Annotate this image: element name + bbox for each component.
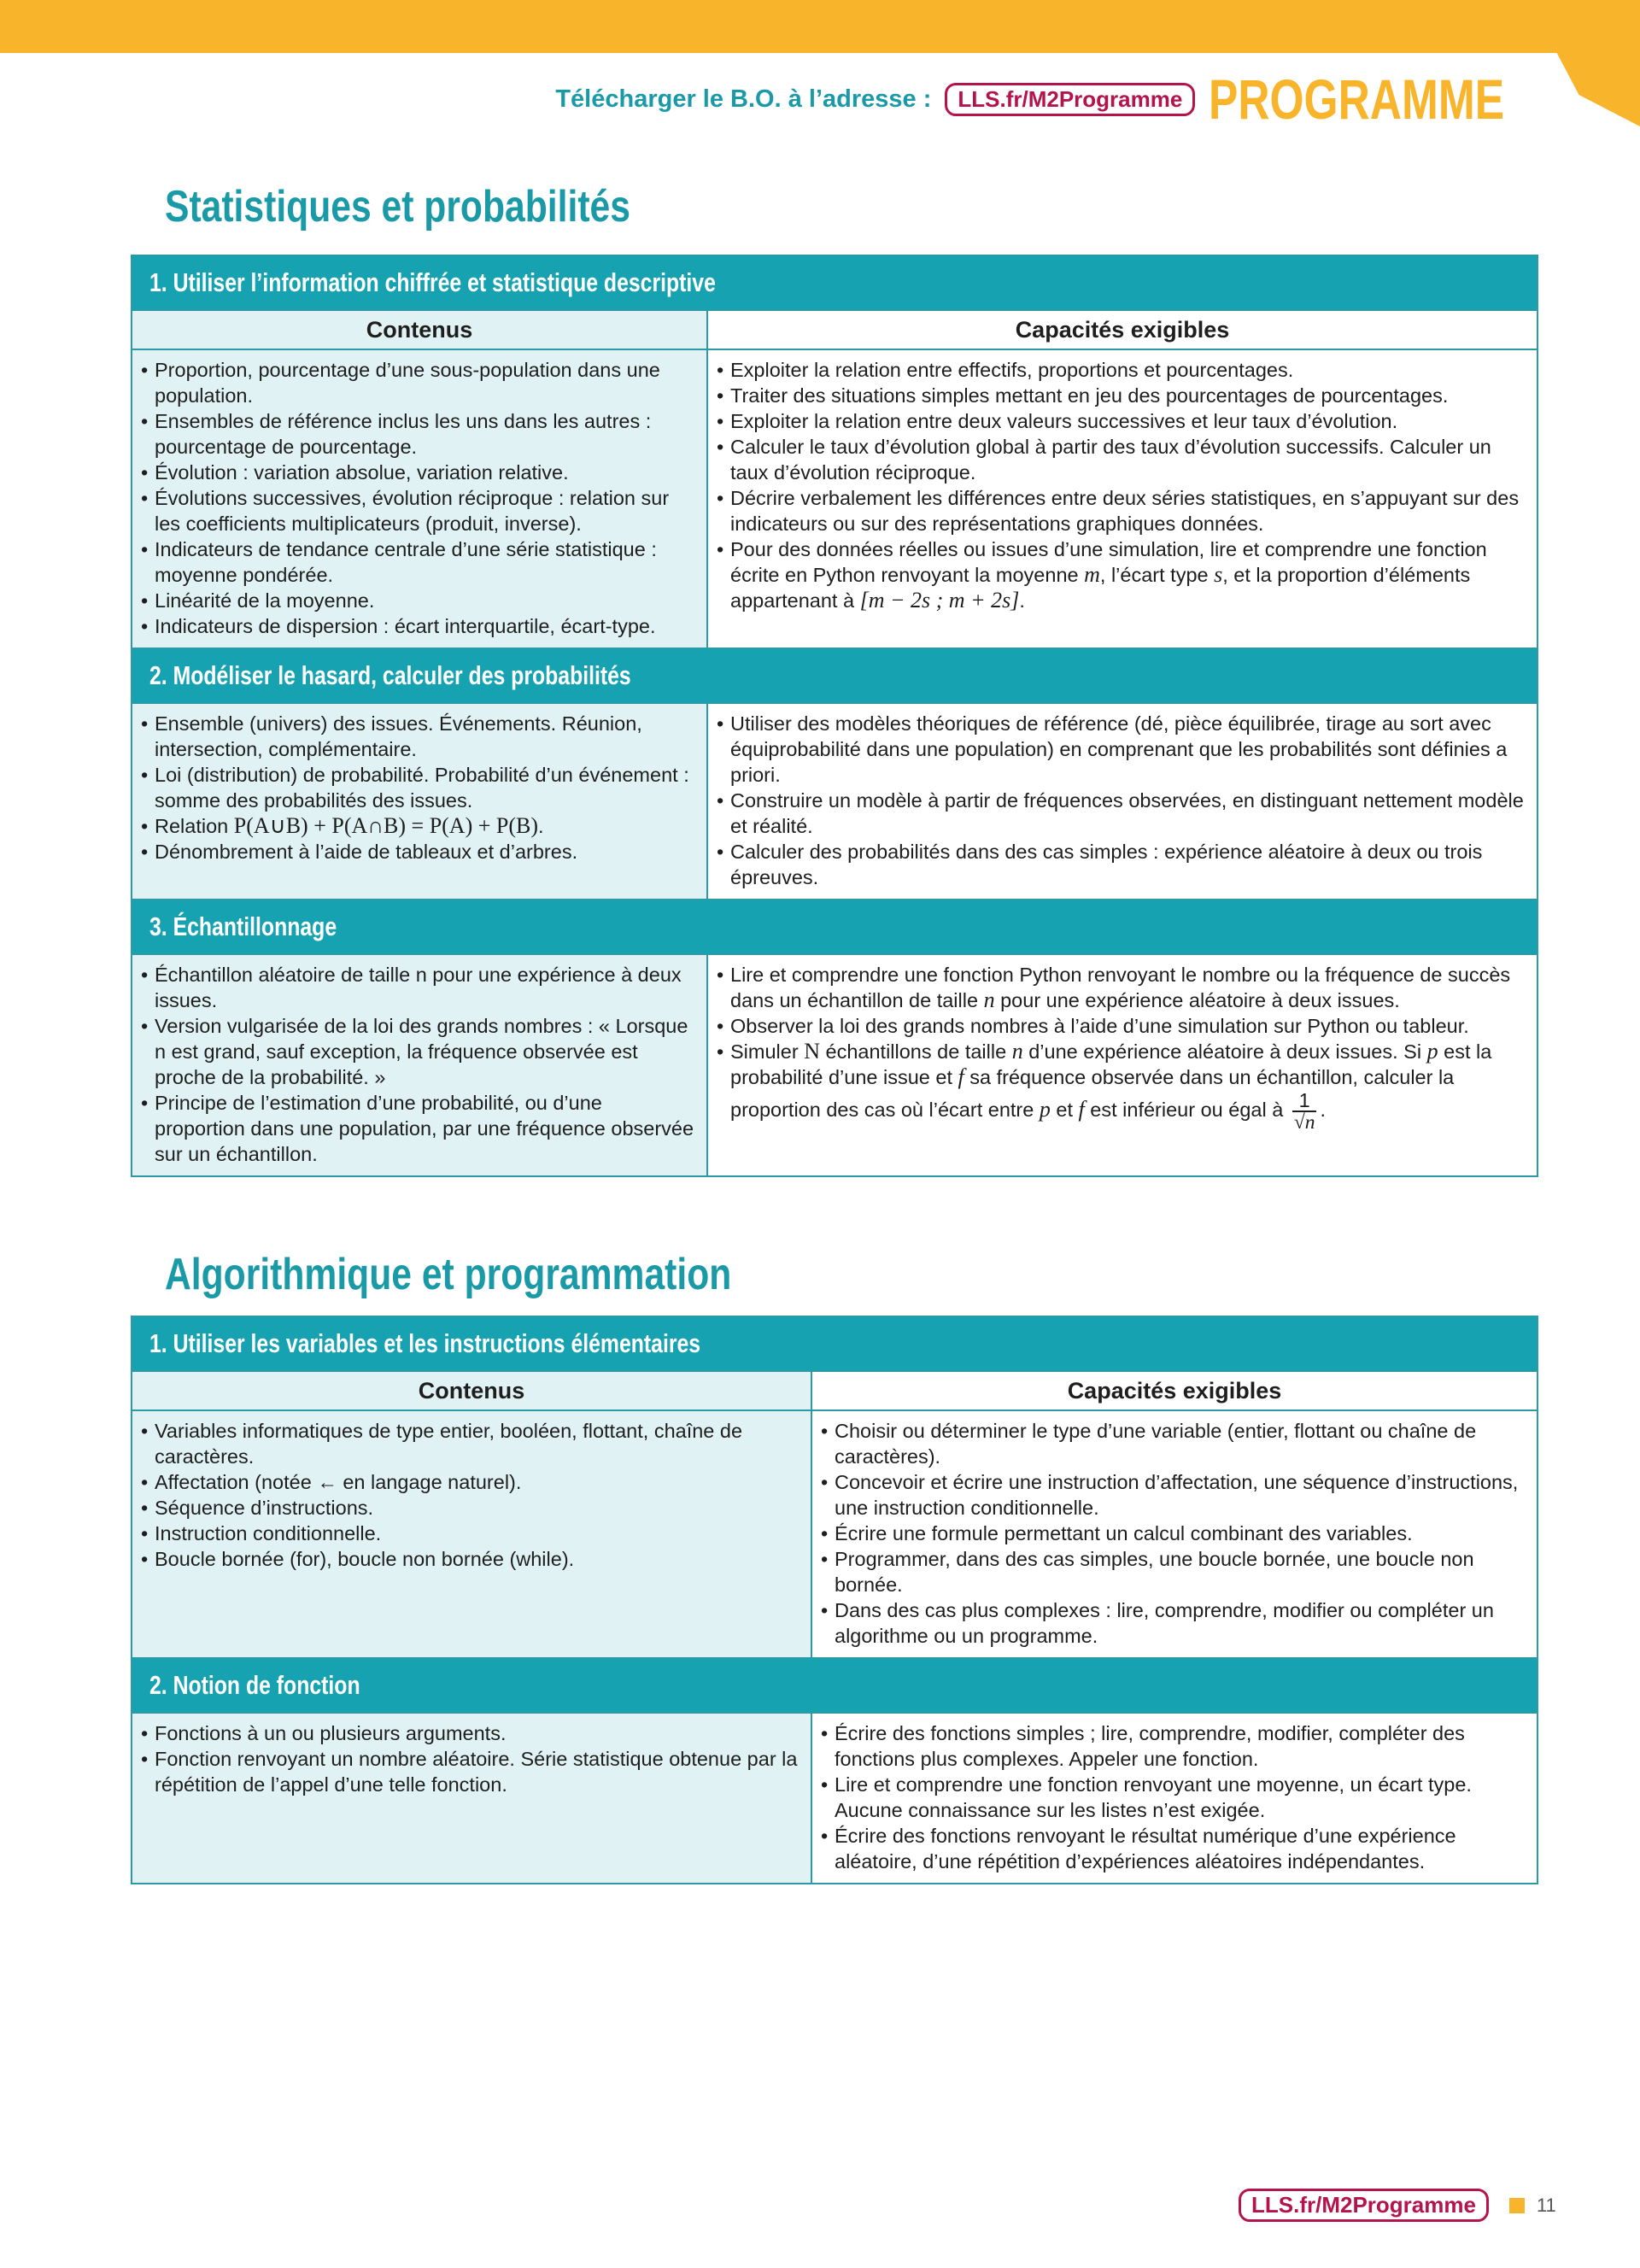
list-item: • Calculer le taux d’évolution global à partir des taux d’évolution successifs. Calculer un taux d’évolution réciproque. <box>717 434 1528 485</box>
algo-s2-capacites <box>811 1713 1538 1884</box>
list-item: • Évolutions successives, évolution réciproque : relation sur les coefficients multiplicateurs (produit, inverse). <box>141 485 698 536</box>
list-item: • Exploiter la relation entre deux valeurs successives et leur taux d’évolution. <box>717 408 1528 434</box>
list-item: • Utiliser des modèles théoriques de référence (dé, pièce équilibrée, tirage au sort avec équiprobabilité dans une population) en comprenant que les probabilités sont définies a priori. <box>717 711 1528 788</box>
s3-capacites <box>707 954 1538 1176</box>
list-item: • Fonctions à un ou plusieurs arguments. <box>141 1720 802 1746</box>
list-item: • Traiter des situations simples mettant en jeu des pourcentages de pourcentages. <box>717 383 1528 408</box>
list-item: • Loi (distribution) de probabilité. Probabilité d’un événement : somme des probabilités des issues. <box>141 762 698 813</box>
list-item: • Affectation (notée ← en langage naturel). <box>141 1469 802 1495</box>
list-item: • Écrire une formule permettant un calcul combinant des variables. <box>821 1521 1528 1546</box>
s2-contenus <box>132 703 707 900</box>
orange-square-icon <box>1509 2198 1525 2213</box>
list-item: • Proportion, pourcentage d’une sous-population dans une population. <box>141 357 698 408</box>
list-item: • Version vulgarisée de la loi des grands nombres : « Lorsque n est grand, sauf exception, la fréquence observée est proche de la probabilité. » <box>141 1013 698 1090</box>
top-banner-wedge <box>1529 0 1640 126</box>
list-item: • Indicateurs de tendance centrale d’une série statistique : moyenne pondérée. <box>141 536 698 588</box>
stats-table <box>131 255 1538 1177</box>
list-item: • Ensemble (univers) des issues. Événements. Réunion, intersection, complémentaire. <box>141 711 698 762</box>
list-item: • Séquence d’instructions. <box>141 1495 802 1521</box>
page-header <box>555 67 1516 132</box>
list-item: • Décrire verbalement les différences entre deux séries statistiques, en s’appuyant sur des indicateurs ou sur des représentations graphiques données. <box>717 485 1528 536</box>
page-footer <box>1239 2189 1556 2222</box>
list-item: • Dans des cas plus complexes : lire, comprendre, modifier ou compléter un algorithme ou un programme. <box>821 1597 1528 1649</box>
s2-capacites <box>707 703 1538 900</box>
list-item: • Calculer des probabilités dans des cas simples : expérience aléatoire à deux ou trois épreuves. <box>717 839 1528 890</box>
col-header-contenus: Contenus <box>132 1371 811 1410</box>
list-item: • Échantillon aléatoire de taille n pour une expérience à deux issues. <box>141 962 698 1013</box>
algo-subsection-1-header: 1. Utiliser les variables et les instructions élémentaires <box>132 1316 1538 1371</box>
list-item: • Variables informatiques de type entier, booléen, flottant, chaîne de caractères. <box>141 1418 802 1469</box>
list-item: • Exploiter la relation entre effectifs, proportions et pourcentages. <box>717 357 1528 383</box>
list-item: • Observer la loi des grands nombres à l’aide d’une simulation sur Python ou tableur. <box>717 1013 1528 1039</box>
s1-contenus <box>132 349 707 648</box>
col-header-contenus: Contenus <box>132 310 707 349</box>
page-number: 11 <box>1536 2194 1556 2216</box>
arrow-icon: ← <box>317 1471 337 1493</box>
list-item: • Principe de l’estimation d’une probabilité, ou d’une proportion dans une population, par une fréquence observée sur un échantillon. <box>141 1090 698 1167</box>
algo-s2-contenus <box>132 1713 811 1884</box>
list-item: • Écrire des fonctions renvoyant le résultat numérique d’une expérience aléatoire, d’une répétition d’expériences aléatoires indépendantes. <box>821 1823 1528 1874</box>
list-item: • Simuler N échantillons de taille n d’une expérience aléatoire à deux issues. Si p est la probabilité d’une issue et f sa fréquence observée dans un échantillon, calculer la proportion des cas où l’écart entre p et f est inférieur ou égal à $\frac{1}{√n}$ . <box>717 1039 1528 1133</box>
footer-link[interactable]: LLS.fr/M2Programme <box>1239 2189 1489 2222</box>
list-item: • Ensembles de référence inclus les uns dans les autres : pourcentage de pourcentage. <box>141 408 698 460</box>
list-item: • Écrire des fonctions simples ; lire, comprendre, modifier, compléter des fonctions plus complexes. Appeler une fonction. <box>821 1720 1528 1772</box>
list-item: • Construire un modèle à partir de fréquences observées, en distinguant nettement modèle et réalité. <box>717 788 1528 839</box>
list-item: • Lire et comprendre une fonction renvoyant une moyenne, un écart type. Aucune connaissance sur les listes n’est exigée. <box>821 1772 1528 1823</box>
section-title-stats: Statistiques et probabilités <box>165 182 630 231</box>
s3-contenus <box>132 954 707 1176</box>
section-title-algo: Algorithmique et programmation <box>165 1250 732 1299</box>
col-header-capacites: Capacités exigibles <box>811 1371 1538 1410</box>
fraction: $\frac{1}{√n}$ <box>1293 1089 1315 1134</box>
subsection-1-header: 1. Utiliser l’information chiffrée et statistique descriptive <box>132 255 1538 310</box>
subsection-3-header: 3. Échantillonnage <box>132 900 1538 954</box>
algo-subsection-2-header: 2. Notion de fonction <box>132 1658 1538 1713</box>
algo-s1-capacites <box>811 1410 1538 1658</box>
s1-capacites <box>707 349 1538 648</box>
col-header-capacites: Capacités exigibles <box>707 310 1538 349</box>
list-item: • Programmer, dans des cas simples, une boucle bornée, une boucle non bornée. <box>821 1546 1528 1597</box>
list-item-python: • Pour des données réelles ou issues d’une simulation, lire et comprendre une fonction écrite en Python renvoyant la moyenne m, l’écart type s, et la proportion d’éléments appartenant à [m − 2s ; m + 2s]. <box>717 536 1528 613</box>
algo-table <box>131 1316 1538 1884</box>
list-item: • Boucle bornée (for), boucle non bornée (while). <box>141 1546 802 1572</box>
bo-link[interactable]: LLS.fr/M2Programme <box>945 83 1195 116</box>
list-item: • Évolution : variation absolue, variation relative. <box>141 460 698 485</box>
algo-s1-contenus <box>132 1410 811 1658</box>
list-item: • Instruction conditionnelle. <box>141 1521 802 1546</box>
list-item: • Fonction renvoyant un nombre aléatoire. Série statistique obtenue par la répétition de l’appel d’une telle fonction. <box>141 1746 802 1797</box>
list-item: • Linéarité de la moyenne. <box>141 588 698 613</box>
list-item: • Indicateurs de dispersion : écart interquartile, écart-type. <box>141 613 698 639</box>
top-banner <box>0 0 1640 53</box>
list-item: • Lire et comprendre une fonction Python renvoyant le nombre ou la fréquence de succès dans un échantillon de taille n pour une expérience aléatoire à deux issues. <box>717 962 1528 1013</box>
list-item: • Choisir ou déterminer le type d’une variable (entier, flottant ou chaîne de caractères). <box>821 1418 1528 1469</box>
list-item-relation: • Relation P(A∪B) + P(A∩B) = P(A) + P(B). <box>141 813 698 839</box>
download-text: Télécharger le B.O. à l’adresse : <box>555 85 932 113</box>
subsection-2-header: 2. Modéliser le hasard, calculer des probabilités <box>132 648 1538 703</box>
list-item: • Dénombrement à l’aide de tableaux et d’arbres. <box>141 839 698 864</box>
list-item: • Concevoir et écrire une instruction d’affectation, une séquence d’instructions, une instruction conditionnelle. <box>821 1469 1528 1521</box>
page-title: PROGRAMME <box>1209 67 1505 131</box>
